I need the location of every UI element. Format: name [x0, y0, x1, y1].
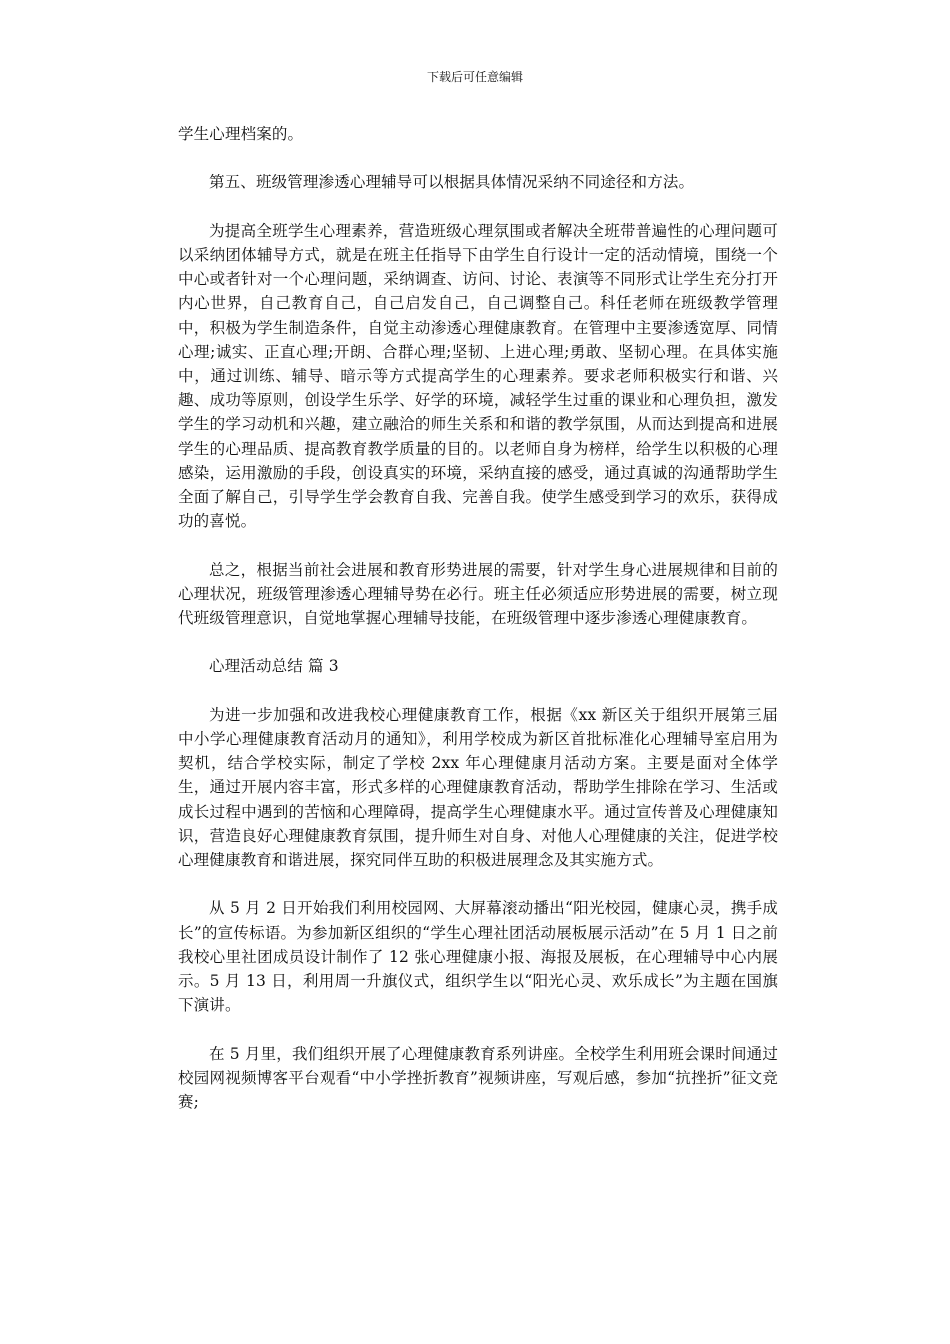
document-body [178, 122, 778, 1138]
paragraph-point-five: 第五、班级管理渗透心理辅导可以根据具体情况采纳不同途径和方法。 [209, 173, 695, 192]
paragraph-conclusion: 总之，根据当前社会进展和教育形势进展的需要，针对学生身心进展规律和目前的心理状况，班级管理渗透心理辅导势在必行。班主任必须适应形势进展的需要，树立现代班级管理意识，自觉地掌握心理辅导技能，在班级管理中逐步渗透心理健康教育。 [178, 560, 778, 628]
page-header-note: 下载后可任意编辑 [426, 70, 523, 84]
paragraph-may-campaign: 从 5 月 2 日开始我们利用校园网、大屏幕滚动播出“阳光校园，健康心灵，携手成长”的宣传标语。为参加新区组织的“学生心理社团活动展板展示活动”在 5 月 1 日之前我校心里社团成员设计制作了 12 张心理健康小报、海报及展板，在心理辅导中心内展示。5 月 13 日，利用周一升旗仪式，组织学生以“阳光心灵、欢乐成长”为主题在国旗下演讲。 [178, 899, 778, 1015]
paragraph-group-counseling: 为提高全班学生心理素养，营造班级心理氛围或者解决全班带普遍性的心理问题可以采纳团体辅导方式，就是在班主任指导下由学生自行设计一定的活动情境，围绕一个中心或者针对一个心理问题，采纳调查、访问、讨论、表演等不同形式让学生充分打开内心世界，自己教育自己，自己启发自己，自己调整自己。科任老师在班级教学管理中，积极为学生制造条件，自觉主动渗透心理健康教育。在管理中主要渗透宽厚、同情心理;诚实、正直心理;开朗、合群心理;坚韧、上进心理;勇敢、坚韧心理。在具体实施中，通过训练、辅导、暗示等方式提高学生的心理素养。要求老师积极实行和谐、兴趣、成功等原则，创设学生乐学、好学的环境，减轻学生过重的课业和心理负担，激发学生的学习动机和兴趣，建立融洽的师生关系和和谐的教学氛围，从而达到提高和进展学生的心理品质、提高教育教学质量的目的。以老师自身为榜样，给学生以积极的心理感染，运用激励的手段，创设真实的环境，采纳直接的感受，通过真诚的沟通帮助学生全面了解自己，引导学生学会教育自我、完善自我。使学生感受到学习的欢乐，获得成功的喜悦。 [178, 221, 778, 531]
paragraph-lecture-series: 在 5 月里，我们组织开展了心理健康教育系列讲座。全校学生利用班会课时间通过校园网视频博客平台观看“中小学挫折教育”视频讲座，写观后感，参加“抗挫折”征文竞赛; [178, 1044, 778, 1112]
section-heading: 心理活动总结 篇 3 [209, 657, 339, 676]
paragraph-activity-plan: 为进一步加强和改进我校心理健康教育工作，根据《xx 新区关于组织开展第三届中小学心理健康教育活动月的通知》，利用学校成为新区首批标准化心理辅导室启用为契机，结合学校实际，制定了学校 2xx 年心理健康月活动方案。主要是面对全体学生，通过开展内容丰富，形式多样的心理健康教育活动，帮助学生排除在学习、生活或成长过程中遇到的苦恼和心理障碍，提高学生心理健康水平。通过宣传普及心理健康知识，营造良好心理健康教育氛围，提升师生对自身、对他人心理健康的关注，促进学校心理健康教育和谐进展，探究同伴互助的积极进展理念及其实施方式。 [178, 705, 778, 870]
paragraph-continuation: 学生心理档案的。 [178, 125, 304, 143]
